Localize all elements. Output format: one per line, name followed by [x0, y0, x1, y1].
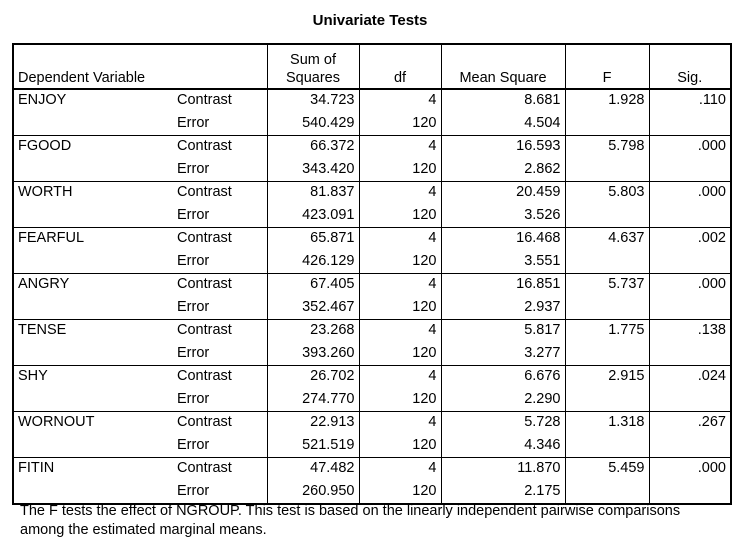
dependent-variable-cell: SHY: [13, 366, 173, 389]
df-cell: 4: [359, 89, 441, 113]
sig-cell: .002: [649, 228, 731, 251]
dependent-variable-cell: [13, 205, 173, 228]
table-row: [13, 159, 731, 182]
mean-square-cell: 4.346: [441, 435, 565, 458]
table-row: [13, 182, 731, 205]
sum-of-squares-cell: 66.372: [267, 136, 359, 159]
dependent-variable-cell: FGOOD: [13, 136, 173, 159]
effect-type-cell: Contrast: [173, 458, 267, 481]
table-row: [13, 113, 731, 136]
header-sum-of-squares-line2: Squares: [285, 70, 340, 86]
effect-type-cell: Contrast: [173, 366, 267, 389]
mean-square-cell: 5.817: [441, 320, 565, 343]
univariate-tests-table: [12, 43, 732, 505]
sig-cell: .000: [649, 458, 731, 481]
mean-square-cell: 3.526: [441, 205, 565, 228]
header-sig: Sig.: [649, 44, 731, 89]
sum-of-squares-cell: 34.723: [267, 89, 359, 113]
effect-type-cell: Error: [177, 160, 210, 177]
sum-of-squares-cell: 22.913: [267, 412, 359, 435]
mean-square-cell: 16.851: [441, 274, 565, 297]
dependent-variable-cell: FITIN: [13, 458, 173, 481]
dependent-variable-cell: [13, 113, 173, 136]
dependent-variable-cell: [13, 435, 173, 458]
effect-type-cell: Error: [177, 298, 210, 315]
header-f: F: [565, 44, 649, 89]
df-cell: 120: [359, 251, 441, 274]
table-row: [13, 343, 731, 366]
dependent-variable-cell: WORNOUT: [13, 412, 173, 435]
header-sum-of-squares: [267, 44, 359, 89]
sig-cell: .024: [649, 366, 731, 389]
sum-of-squares-cell: 23.268: [267, 320, 359, 343]
mean-square-cell: 3.551: [441, 251, 565, 274]
sum-of-squares-cell: 423.091: [267, 205, 359, 228]
sum-of-squares-cell: 393.260: [267, 343, 359, 366]
table-row: [13, 89, 731, 113]
effect-type-cell: Contrast: [173, 182, 267, 205]
dependent-variable-cell: [13, 481, 173, 505]
sig-cell: [649, 251, 731, 274]
df-cell: 4: [359, 412, 441, 435]
f-cell: [565, 113, 649, 136]
dependent-variable-cell: FEARFUL: [13, 228, 173, 251]
table-row: [13, 251, 731, 274]
sum-of-squares-cell: 343.420: [267, 159, 359, 182]
sig-cell: [649, 297, 731, 320]
df-cell: 120: [359, 205, 441, 228]
effect-type-cell: Error: [177, 252, 210, 269]
dependent-variable-cell: ANGRY: [13, 274, 173, 297]
sig-cell: .000: [649, 136, 731, 159]
sum-of-squares-cell: 521.519: [267, 435, 359, 458]
sum-of-squares-cell: 352.467: [267, 297, 359, 320]
df-cell: 120: [359, 113, 441, 136]
mean-square-cell: 16.468: [441, 228, 565, 251]
df-cell: 120: [359, 297, 441, 320]
table-row: [13, 320, 731, 343]
sum-of-squares-cell: 47.482: [267, 458, 359, 481]
dependent-variable-cell: [13, 343, 173, 366]
mean-square-cell: 2.175: [441, 481, 565, 505]
table-row: [13, 297, 731, 320]
table-row: [13, 389, 731, 412]
effect-type-cell: Error: [177, 206, 210, 223]
df-cell: 4: [359, 274, 441, 297]
sig-cell: [649, 481, 731, 505]
table-row: [13, 274, 731, 297]
sum-of-squares-cell: 540.429: [267, 113, 359, 136]
dependent-variable-cell: [13, 159, 173, 182]
dependent-variable-cell: [13, 251, 173, 274]
sig-cell: [649, 435, 731, 458]
dependent-variable-cell: [13, 389, 173, 412]
f-cell: 1.318: [565, 412, 649, 435]
dependent-variable-cell: [13, 297, 173, 320]
df-cell: 120: [359, 481, 441, 505]
sig-cell: [649, 205, 731, 228]
df-cell: 4: [359, 136, 441, 159]
effect-type-cell: Contrast: [173, 136, 267, 159]
table-row: [13, 458, 731, 481]
table-row: [13, 366, 731, 389]
effect-type-cell: Error: [177, 482, 210, 499]
f-cell: 2.915: [565, 366, 649, 389]
df-cell: 4: [359, 458, 441, 481]
f-cell: [565, 205, 649, 228]
mean-square-cell: 11.870: [441, 458, 565, 481]
sig-cell: .110: [649, 89, 731, 113]
table-row: [13, 205, 731, 228]
f-cell: [565, 435, 649, 458]
header-df: df: [359, 44, 441, 89]
df-cell: 4: [359, 228, 441, 251]
mean-square-cell: 2.937: [441, 297, 565, 320]
effect-type-cell: Contrast: [173, 228, 267, 251]
f-cell: 5.737: [565, 274, 649, 297]
mean-square-cell: 4.504: [441, 113, 565, 136]
sum-of-squares-cell: 426.129: [267, 251, 359, 274]
header-sum-of-squares-line1: Sum of: [290, 52, 336, 68]
mean-square-cell: 16.593: [441, 136, 565, 159]
df-cell: 120: [359, 389, 441, 412]
table-row: [13, 228, 731, 251]
effect-type-cell: Error: [177, 436, 210, 453]
sig-cell: [649, 113, 731, 136]
f-cell: 5.459: [565, 458, 649, 481]
df-cell: 4: [359, 366, 441, 389]
mean-square-cell: 6.676: [441, 366, 565, 389]
sum-of-squares-cell: 26.702: [267, 366, 359, 389]
f-cell: [565, 297, 649, 320]
header-effect-type: [173, 44, 267, 89]
table-row: [13, 435, 731, 458]
table-body: [13, 89, 731, 504]
sig-cell: .000: [649, 274, 731, 297]
f-cell: 1.928: [565, 89, 649, 113]
f-cell: [565, 389, 649, 412]
effect-type-cell: Contrast: [173, 320, 267, 343]
header-dependent-variable: Dependent Variable: [13, 44, 173, 89]
header-mean-square: Mean Square: [441, 44, 565, 89]
sum-of-squares-cell: 260.950: [267, 481, 359, 505]
f-cell: [565, 251, 649, 274]
mean-square-cell: 3.277: [441, 343, 565, 366]
sig-cell: [649, 389, 731, 412]
sum-of-squares-cell: 67.405: [267, 274, 359, 297]
dependent-variable-cell: TENSE: [13, 320, 173, 343]
table-title: Univariate Tests: [312, 12, 428, 29]
table-row: [13, 136, 731, 159]
sig-cell: .000: [649, 182, 731, 205]
f-cell: 4.637: [565, 228, 649, 251]
effect-type-cell: Error: [177, 390, 210, 407]
sig-cell: [649, 343, 731, 366]
dependent-variable-cell: WORTH: [13, 182, 173, 205]
f-cell: 1.775: [565, 320, 649, 343]
mean-square-cell: 8.681: [441, 89, 565, 113]
sig-cell: .138: [649, 320, 731, 343]
f-cell: [565, 159, 649, 182]
sig-cell: .267: [649, 412, 731, 435]
mean-square-cell: 2.862: [441, 159, 565, 182]
footnote: The F tests the effect of NGROUP. This test is based on the linearly independent pairwise comparisons among the estimated marginal means.: [20, 503, 681, 538]
mean-square-cell: 2.290: [441, 389, 565, 412]
table-row: [13, 412, 731, 435]
df-cell: 4: [359, 182, 441, 205]
effect-type-cell: Contrast: [173, 274, 267, 297]
header-row: [13, 44, 731, 89]
sum-of-squares-cell: 81.837: [267, 182, 359, 205]
effect-type-cell: Error: [177, 114, 210, 131]
f-cell: 5.803: [565, 182, 649, 205]
df-cell: 120: [359, 343, 441, 366]
effect-type-cell: Contrast: [177, 92, 232, 108]
dependent-variable-cell: ENJOY: [18, 92, 67, 108]
effect-type-cell: Error: [177, 344, 210, 361]
sig-cell: [649, 159, 731, 182]
mean-square-cell: 5.728: [441, 412, 565, 435]
f-cell: [565, 481, 649, 505]
sum-of-squares-cell: 65.871: [267, 228, 359, 251]
table-row: [13, 481, 731, 505]
df-cell: 120: [359, 435, 441, 458]
mean-square-cell: 20.459: [441, 182, 565, 205]
f-cell: [565, 343, 649, 366]
effect-type-cell: Contrast: [173, 412, 267, 435]
df-cell: 120: [359, 159, 441, 182]
df-cell: 4: [359, 320, 441, 343]
sum-of-squares-cell: 274.770: [267, 389, 359, 412]
f-cell: 5.798: [565, 136, 649, 159]
